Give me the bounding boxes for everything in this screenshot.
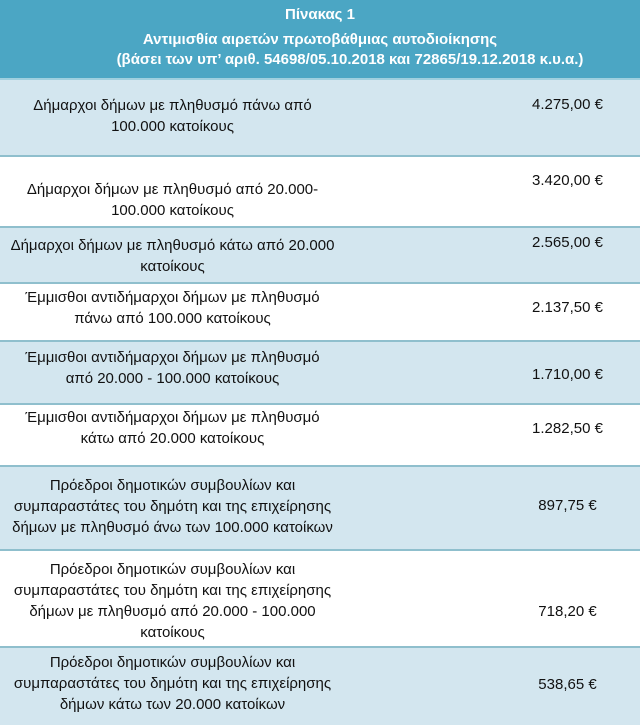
row-value: 2.565,00 €: [532, 234, 603, 251]
table-subtitle: (βάσει των υπ’ αριθ. 54698/05.10.2018 και 72865/19.12.2018 κ.υ.α.): [116, 51, 584, 68]
row-label: Έμμισθοι αντιδήμαρχοι δήμων με πληθυσμό κάτω από 20.000 κατοίκους: [25, 409, 320, 447]
table-row: [0, 80, 640, 157]
row-label: Πρόεδροι δημοτικών συμβουλίων και συμπαραστάτες του δημότη και της επιχείρησης δήμων κάτω των 20.000 κατοίκων: [13, 654, 332, 713]
row-label: Δήμαρχοι δήμων με πληθυσμό πάνω από 100.000 κατοίκους: [33, 97, 312, 135]
row-value: 1.282,50 €: [532, 420, 603, 437]
table-row: [0, 228, 640, 284]
table-title: Αντιμισθία αιρετών πρωτοβάθμιας αυτοδιοίκησης: [142, 31, 498, 48]
table-header: [0, 0, 640, 80]
table-row: [0, 405, 640, 467]
table-row: [0, 157, 640, 228]
row-label: Έμμισθοι αντιδήμαρχοι δήμων με πληθυσμό από 20.000 - 100.000 κατοίκους: [25, 349, 320, 387]
salary-table: [0, 80, 640, 725]
row-value: 3.420,00 €: [532, 172, 603, 189]
table-row: [0, 342, 640, 405]
table-row: [0, 284, 640, 342]
row-value: 897,75 €: [538, 497, 597, 514]
row-value: 718,20 €: [538, 603, 597, 620]
table-row: [0, 467, 640, 551]
table-number: Πίνακας 1: [285, 6, 355, 23]
row-label: Έμμισθοι αντιδήμαρχοι δήμων με πληθυσμό πάνω από 100.000 κατοίκους: [25, 289, 320, 327]
row-value: 538,65 €: [538, 676, 597, 693]
row-label: Δήμαρχοι δήμων με πληθυσμό κάτω από 20.000 κατοίκους: [10, 237, 335, 275]
table-row: [0, 648, 640, 725]
row-value: 2.137,50 €: [532, 299, 603, 316]
row-value: 1.710,00 €: [532, 366, 603, 383]
table-row: [0, 551, 640, 648]
row-label: Πρόεδροι δημοτικών συμβουλίων και συμπαραστάτες του δημότη και της επιχείρησης δήμων με πληθυσμό άνω των 100.000 κατοίκων: [12, 477, 333, 536]
row-label: Δήμαρχοι δήμων με πληθυσμό από 20.000- 100.000 κατοίκους: [26, 181, 319, 219]
row-value: 4.275,00 €: [532, 96, 603, 113]
row-label: Πρόεδροι δημοτικών συμβουλίων και συμπαραστάτες του δημότη και της επιχείρησης δήμων με πληθυσμό από 20.000 - 100.000 κατοίκους: [13, 561, 332, 641]
